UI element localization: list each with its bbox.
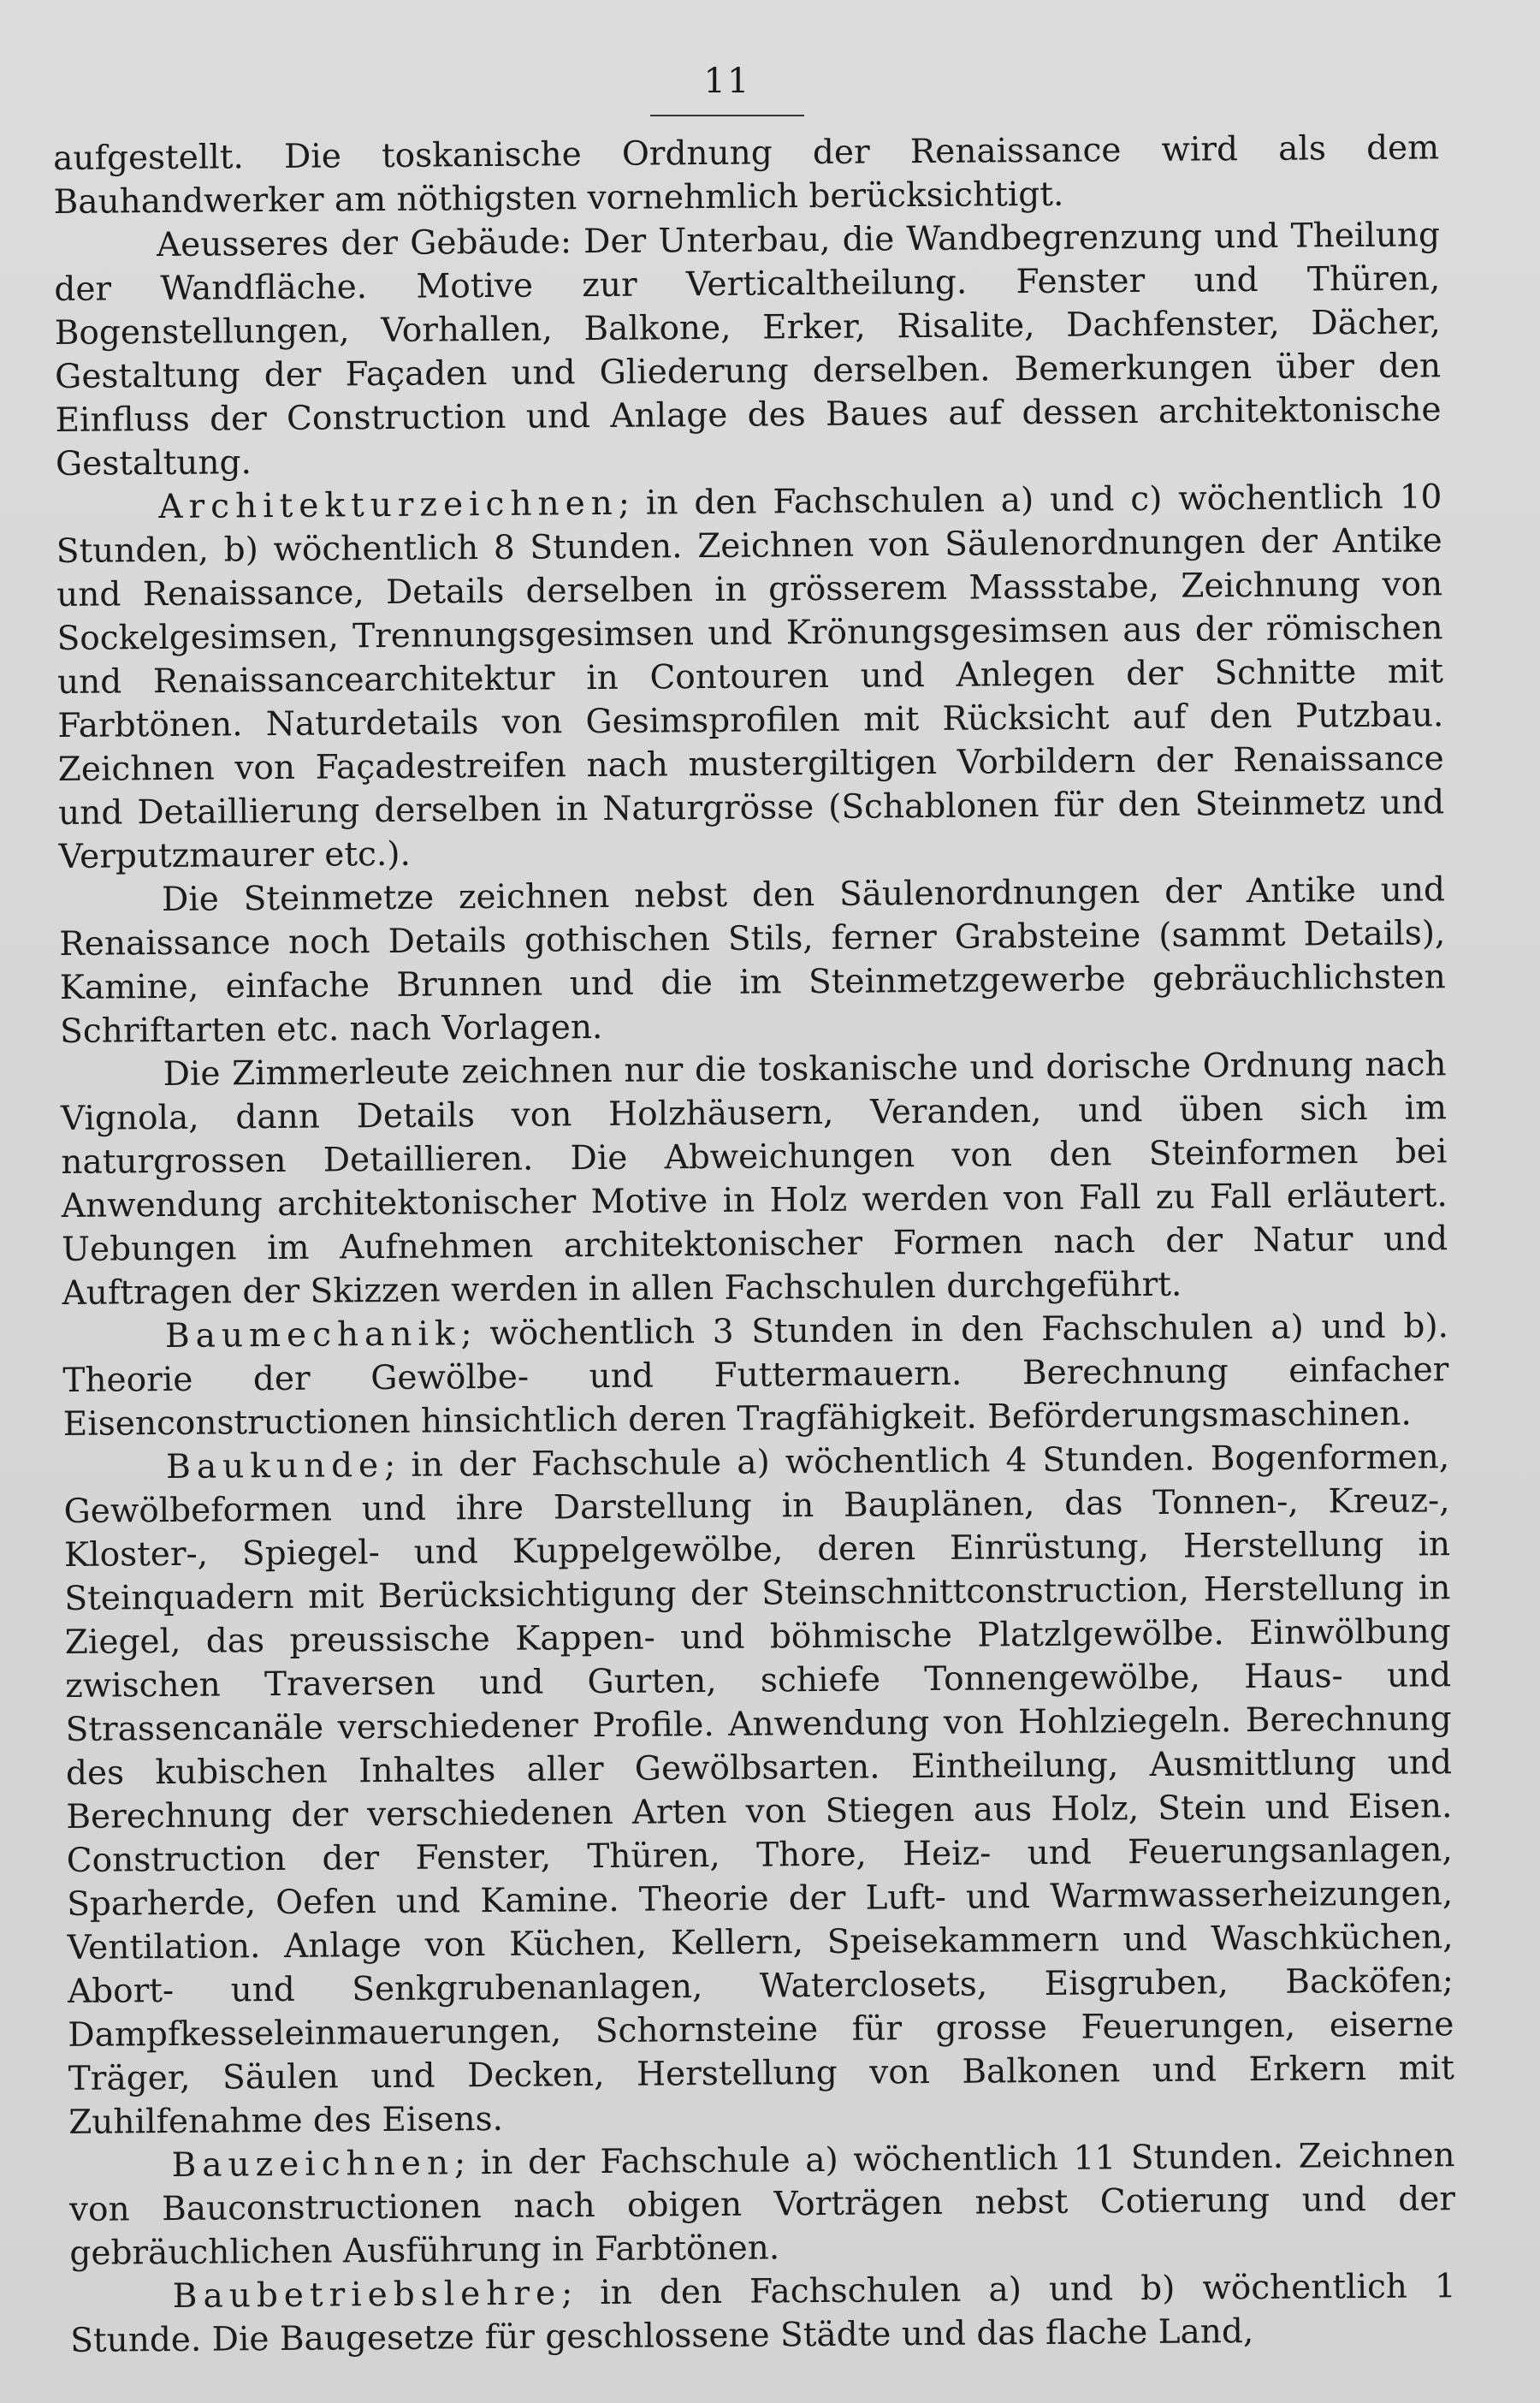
paragraph-text: ; in den Fachschulen a) und b) wöchentlich 1 Stunde. Die Baugesetze für geschlossene Städte und das flache Land, [70,2267,1456,2360]
section-heading: Baukunde [166,1446,385,1487]
paragraph [68,2133,1455,2275]
paragraph [63,1435,1454,2145]
paragraph-text: Aeusseres der Gebäude: Der Unterbau, die Wandbegrenzung und Theilung der Wandfläche. Motive zur Verticaltheilung. Fenster und Thüren, Bogenstellungen, Vorhallen, Balkone, Erker, Risalite, Dachfenster, Dächer, Gestaltung der Façaden und Gliederung derselben. Bemerkungen über den Einfluss der Construction und Anlage des Baues auf dessen architektonische Gestaltung. [54,216,1442,484]
paragraph [62,1304,1449,1446]
paragraph-text: ; in der Fachschule a) wöchentlich 11 Stunden. Zeichnen von Bauconstructionen nach obigen Vorträgen nebst Cotierung und der gebräuchlichen Ausführung in Farbtönen. [68,2136,1456,2273]
paragraph-text: ; in den Fachschulen a) und c) wöchentlich 10 Stunden, b) wöchentlich 8 Stunden. Zeichnen von Säulenordnungen der Antike und Renaissance, Details derselben in grösserem Massstabe, Zeichnung von Sockelgesimsen, Trennungsgesimsen und Krönungsgesimsen aus der römischen und Renaissancearchitektur in Contouren und Anlegen der Schnitte mit Farbtönen. Naturdetails von Gesimsprofilen mit Rücksicht auf den Putzbau. Zeichnen von Façadestreifen nach mustergiltigen Vorbildern der Renaissance und Detaillierung derselben in Naturgrösse (Schablonen für den Steinmetz und Verputzmaurer etc.). [56,478,1445,876]
paragraph [59,868,1447,1053]
paragraph-text: aufgestellt. Die toskanische Ordnung der Renaissance wird als dem Bauhandwerker am nöthigsten vornehmlich berücksichtigt. [53,128,1440,222]
section-heading: Architekturzeichnen [158,484,619,527]
paragraph [70,2264,1457,2363]
paragraph-text: ; in der Fachschule a) wöchentlich 4 Stunden. Bogenformen, Gewölbeformen und ihre Darstellung in Bauplänen, das Tonnen-, Kreuz-, Kloster-, Spiegel- und Kuppelgewölbe, deren Einrüstung, Herstellung in Steinquadern mit Berücksichtigung der Steinschnittconstruction, Herstellung in Ziegel, das preussische Kappen- und böhmische Platzlgewölbe. Einwölbung zwischen Traversen und Gurten, schiefe Tonnengewölbe, Haus- und Strassencanäle verschiedener Profile. Anwendung von Hohlziegeln. Berechnung des kubischen Inhaltes aller Gewölbsarten. Eintheilung, Ausmittlung und Berechnung der verschiedenen Arten von Stiegen aus Holz, Stein und Eisen. Construction der Fenster, Thüren, Thore, Heiz- und Feuerungsanlagen, Sparherde, Oefen und Kamine. Theorie der Luft- und Warmwasserheizungen, Ventilation. Anlage von Küchen, Kellern, Speisekammern und Waschküchen, Abort- und Senkgrubenanlagen, Waterclosets, Eisgruben, Backöfen; Dampfkesseleinmauerungen, Schornsteine für grosse Feuerungen, eiserne Träger, Säulen und Decken, Herstellung von Balkonen und Erkern mit Zuhilfenahme des Eisens. [63,1438,1454,2142]
paragraph-text: Die Steinmetze zeichnen nebst den Säulenordnungen der Antike und Renaissance noch Details gothischen Stils, ferner Grabsteine (sammt Details), Kamine, einfache Brunnen und die im Steinmetzgewerbe gebräuchlichsten Schriftarten etc. nach Vorlagen. [59,870,1446,1051]
paragraph [56,475,1445,879]
section-heading: Baubetriebslehre [172,2274,562,2316]
paragraph-text: ; wöchentlich 3 Stunden in den Fachschulen a) und b). Theorie der Gewölbe- und Futtermauern. Berechnung einfacher Eisenconstructionen hinsichtlich deren Tragfähigkeit. Beförderungsmaschinen. [62,1307,1449,1444]
paragraph [53,126,1440,224]
section-heading: Bauzeichnen [171,2144,455,2185]
paragraph [54,213,1442,486]
page-number: 11 [703,62,751,101]
header-rule [650,115,804,116]
paragraph-text: Die Zimmerleute zeichnen nur die toskanische und dorische Ordnung nach Vignola, dann Details von Holzhäusern, Veranden, und üben sich im naturgrossen Detaillieren. Die Abweichungen von den Steinformen bei Anwendung architektonischer Motive in Holz werden von Fall zu Fall erläutert. Uebungen im Aufnehmen architektonischer Formen nach der Natur und Auftragen der Skizzen werden in allen Fachschulen durchgeführt. [60,1045,1448,1313]
body-text [53,126,1456,2363]
section-heading: Baumechanik [164,1314,461,1356]
paragraph [60,1042,1448,1315]
